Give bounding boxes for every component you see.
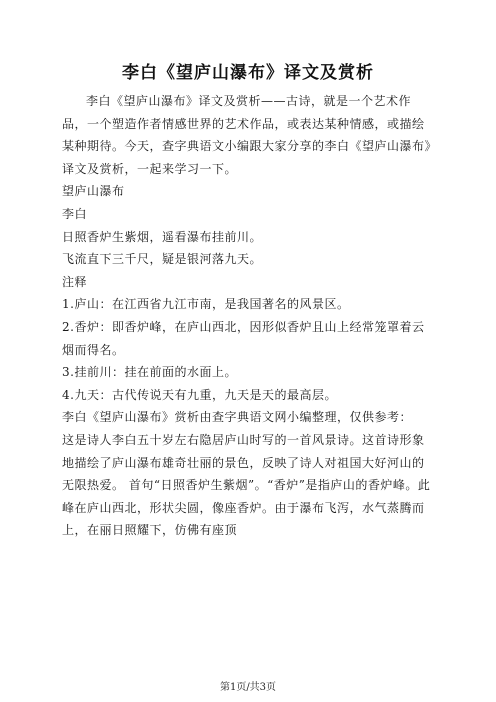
page-number: 第1页/共3页: [219, 682, 277, 693]
poem-title: 望庐山瀑布: [62, 184, 125, 199]
intro-paragraph: 李白《望庐山瀑布》译文及赏析——古诗，就是一个艺术作品，一个塑造作者情感世界的艺术作品，或表达某种情感，或描绘某种期待。今天，查字典语文小编跟大家分享的李白《望庐山瀑布》译文及赏析，一起来学习一下。: [62, 94, 432, 176]
poem-author: 李白: [62, 206, 88, 221]
notes-heading: 注释: [62, 274, 88, 289]
document-body: [62, 90, 434, 542]
note-item-1: 1.庐山：在江西省九江市南，是我国著名的风景区。: [62, 297, 350, 312]
poem-line-1: 日照香炉生紫烟，遥看瀑布挂前川。: [62, 229, 263, 244]
poem-line-2: 飞流直下三千尺，疑是银河落九天。: [62, 252, 263, 267]
page-title: 李白《望庐山瀑布》译文及赏析: [122, 63, 374, 83]
note-item-3: 3.挂前川：挂在前面的水面上。: [62, 365, 237, 380]
note-item-4: 4.九天：古代传说天有九重，九天是天的最高层。: [62, 387, 337, 402]
appreciation-paragraph: 这是诗人李白五十岁左右隐居庐山时写的一首风景诗。这首诗形象地描绘了庐山瀑布雄奇壮丽的景色，反映了诗人对祖国大好河山的无限热爱。 首句“日照香炉生紫烟”。“香炉”是指庐山的香炉峰。此峰在庐山西北，形状尖圆，像座香炉。由于瀑布飞泻，水气蒸腾而上，在丽日照耀下，仿佛有座顶: [62, 432, 431, 538]
appreciation-intro: 李白《望庐山瀑布》赏析由查字典语文网小编整理，仅供参考：: [62, 410, 413, 425]
note-item-2: 2.香炉：即香炉峰，在庐山西北，因形似香炉且山上经常笼罩着云烟而得名。: [62, 319, 425, 357]
